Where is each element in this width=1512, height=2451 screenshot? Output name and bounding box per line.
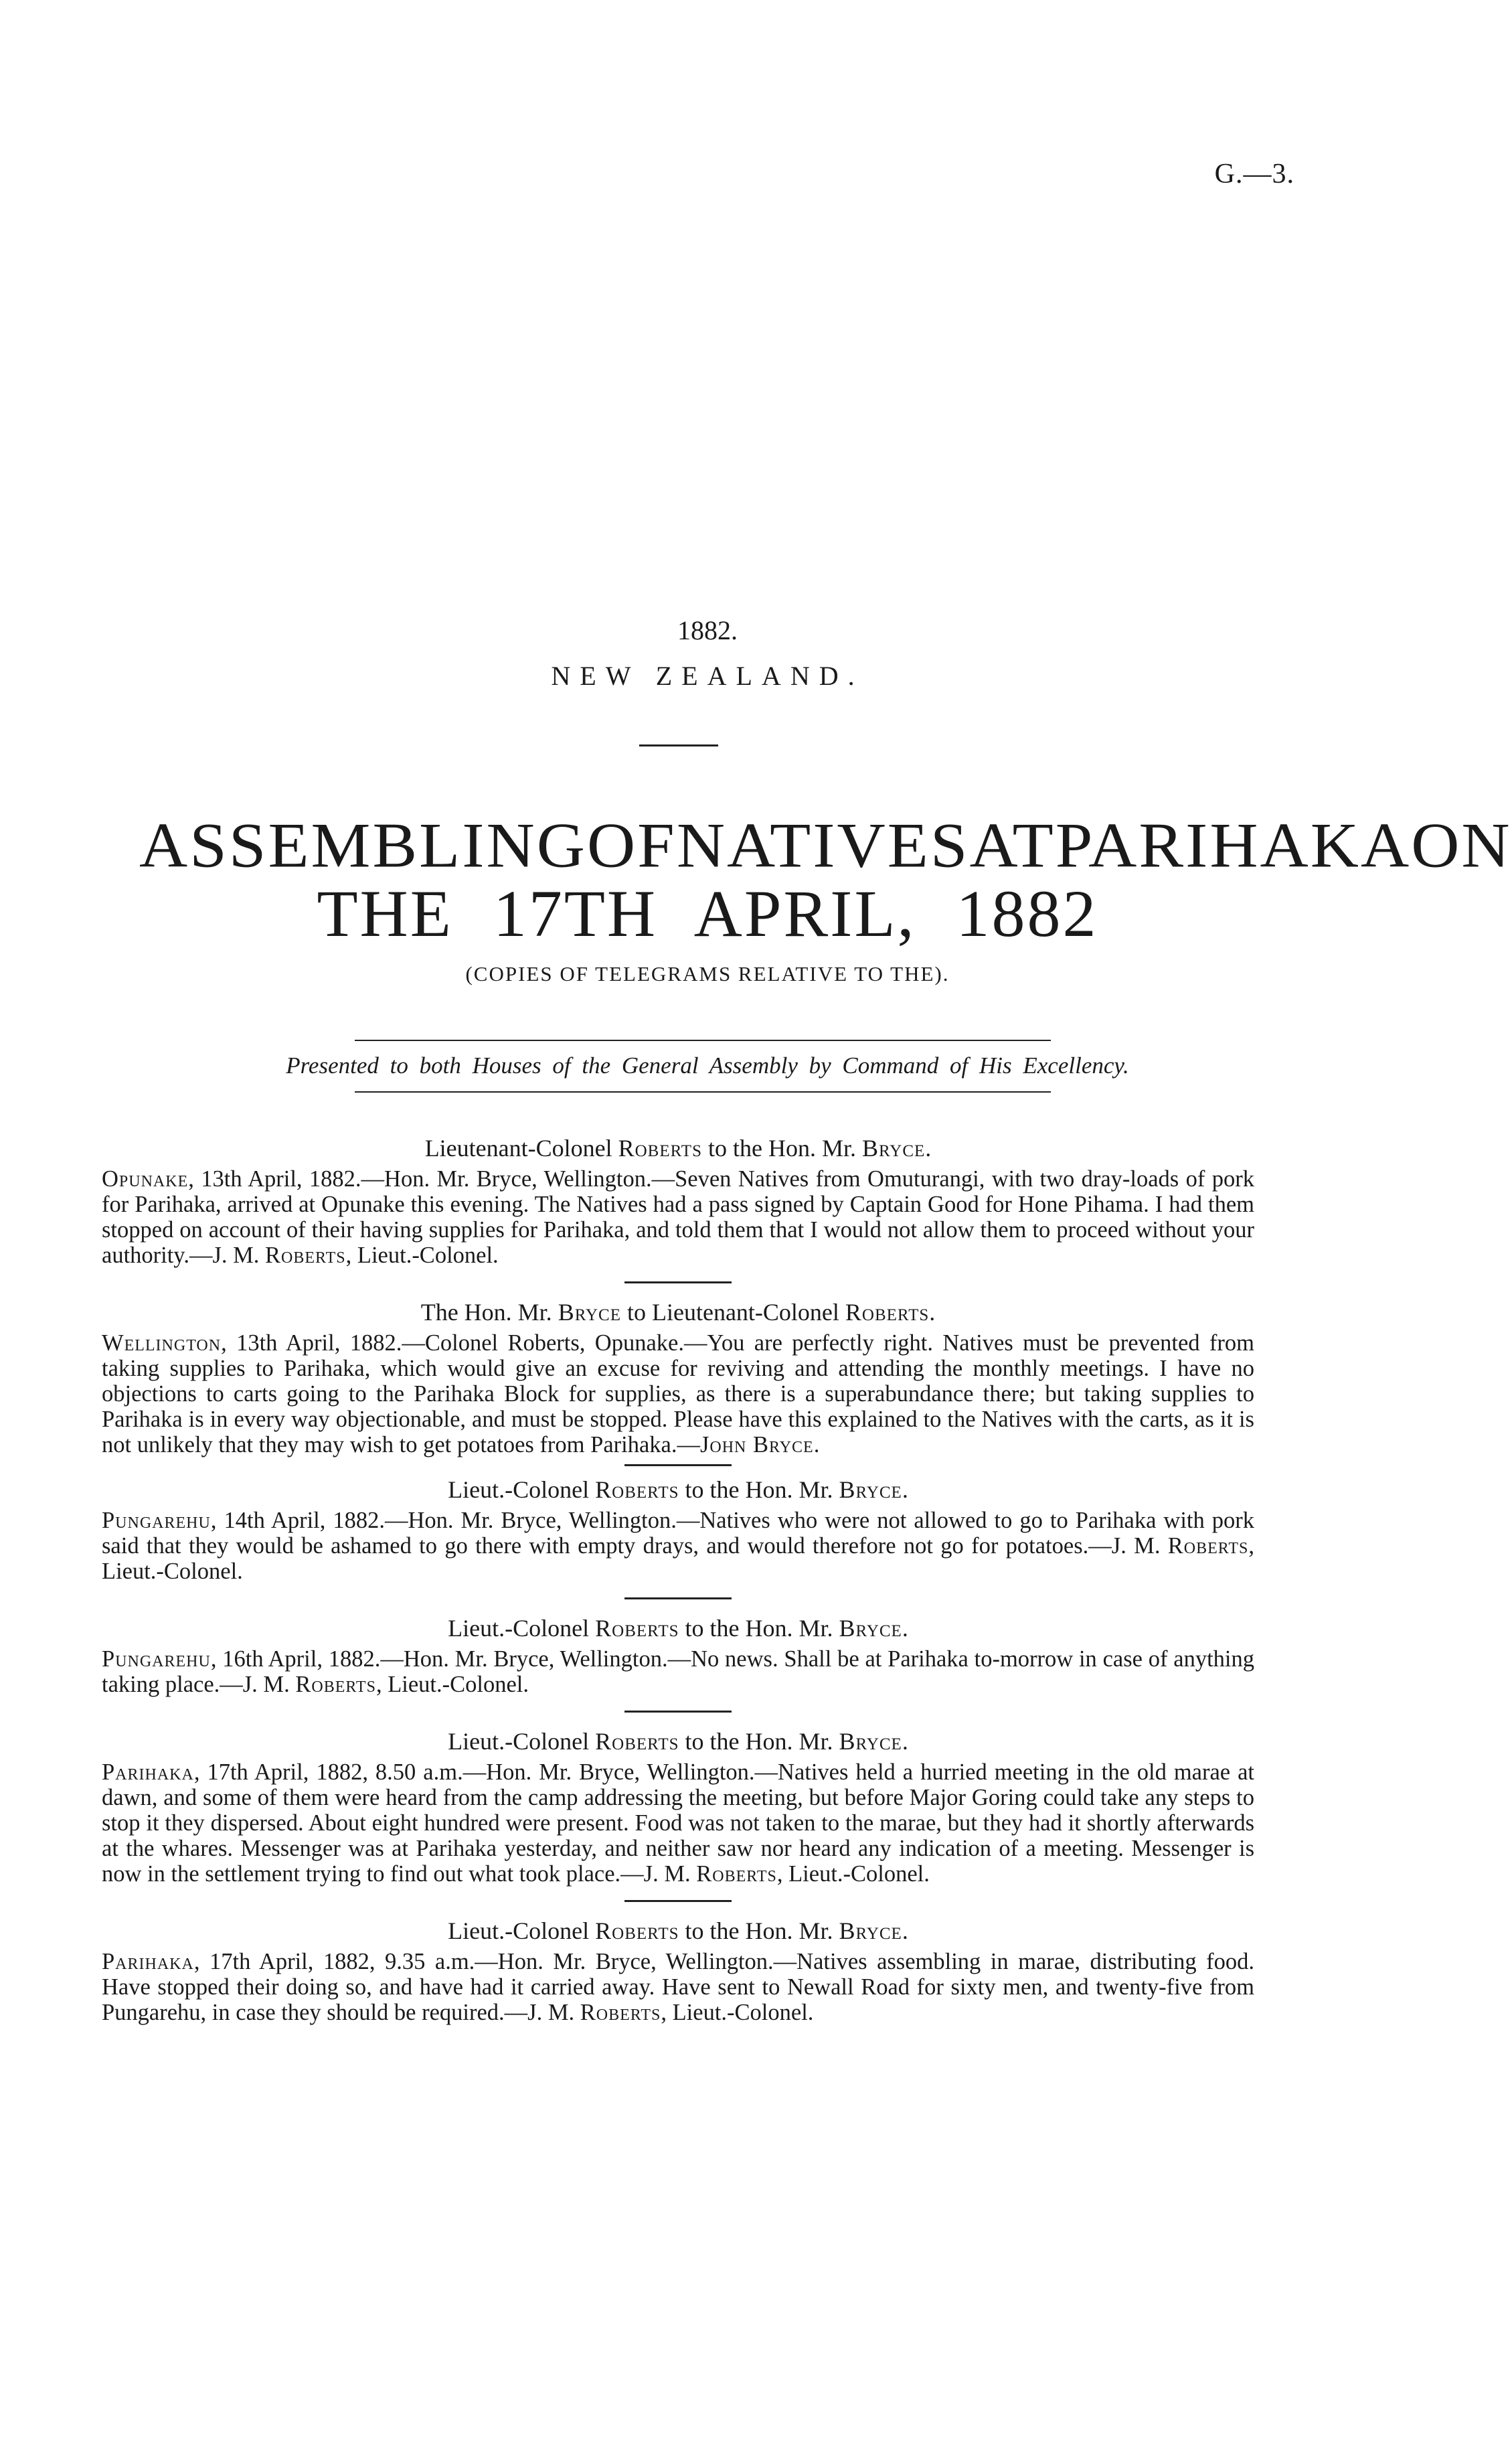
signature: Roberts [265, 1243, 346, 1268]
signature: Roberts [1167, 1533, 1249, 1559]
signature: John Bryce [699, 1432, 814, 1457]
telegram-entry [102, 1473, 1254, 1584]
telegram-heading: Lieut.-Colonel Roberts to the Hon. Mr. Bryce. [448, 1476, 908, 1503]
document-subtitle: (COPIES OF TELEGRAMS RELATIVE TO THE). [465, 962, 950, 985]
telegram-heading: Lieut.-Colonel Roberts to the Hon. Mr. Bryce. [448, 1728, 908, 1755]
telegram-heading: Lieutenant-Colonel Roberts to the Hon. Mr. Bryce. [424, 1135, 932, 1162]
telegram-body: Parihaka, 17th April, 1882, 9.35 a.m.—Hon. Mr. Bryce, Wellington.—Natives assembling in marae, distributing food. Have stopped their doing so, and have had it carried away. Have sent to Newall Road for sixty men, and twenty-five from Pungarehu, in case they should be required.—J. M. Roberts, Lieut.-Colonel. [102, 1949, 1254, 2025]
telegram-heading: Lieut.-Colonel Roberts to the Hon. Mr. Bryce. [448, 1615, 908, 1642]
telegram-body: Pungarehu, 16th April, 1882.—Hon. Mr. Bryce, Wellington.—No news. Shall be at Parihaka to-morrow in case of anything taking place.—J. M. Roberts, Lieut.-Colonel. [102, 1646, 1254, 1697]
presented-line: Presented to both Houses of the General Assembly by Command of His Excellency. [286, 1052, 1129, 1079]
page-reference: G.—3. [1214, 159, 1294, 189]
entry-divider [624, 1464, 732, 1466]
title-word: OF [586, 809, 677, 881]
entry-divider [624, 1711, 732, 1713]
title-divider [639, 744, 718, 746]
telegram-heading: Lieut.-Colonel Roberts to the Hon. Mr. Bryce. [448, 1917, 908, 1944]
title-word: PARIHAKA [1055, 809, 1412, 881]
place-name: Opunake [102, 1166, 189, 1192]
title-word: AT [969, 809, 1056, 881]
presented-rule-top [355, 1040, 1051, 1041]
country-heading: NEW ZEALAND. [551, 661, 864, 691]
telegram-heading: The Hon. Mr. Bryce to Lieutenant-Colonel Roberts. [420, 1299, 936, 1326]
signature: Roberts [295, 1672, 376, 1697]
signature: Roberts [580, 2000, 661, 2025]
telegram-entry [102, 1914, 1254, 2025]
telegram-body: Opunake, 13th April, 1882.—Hon. Mr. Bryce, Wellington.—Seven Natives from Omuturangi, with two dray-loads of pork for Parihaka, arrived at Opunake this evening. The Natives had a pass signed by Captain Good for Hone Pihama. I had them stopped on account of their having supplies for Parihaka, and told them that I would not allow them to proceed without your authority.—J. M. Roberts, Lieut.-Colonel. [102, 1166, 1254, 1268]
place-name: Pungarehu [102, 1508, 211, 1533]
telegram-body: Wellington, 13th April, 1882.—Colonel Roberts, Opunake.—You are perfectly right. Natives must be prevented from taking supplies to Parihaka, which would give an excuse for reviving and attending the monthly meetings. I have no objections to carts going to the Parihaka Block for supplies, as there is a superabundance there; but taking supplies to Parihaka is in every way objectionable, and must be stopped. Please have this explained to the Natives with the carts, as it is not unlikely that they may wish to get potatoes from Parihaka.—John Bryce. [102, 1330, 1254, 1457]
entry-divider [624, 1281, 732, 1283]
signature: Roberts [696, 1861, 777, 1887]
entry-divider [624, 1900, 732, 1902]
entry-divider [624, 1597, 732, 1599]
telegram-entry [102, 1131, 1254, 1268]
title-word: ON [1411, 809, 1512, 881]
telegram-list [102, 1131, 1254, 2025]
title-word: NATIVES [676, 809, 970, 881]
document-year: 1882. [677, 615, 738, 645]
title-line-2: THE 17TH APRIL, 1882 [317, 876, 1098, 951]
telegram-entry [102, 1295, 1254, 1457]
place-name: Parihaka [102, 1949, 194, 1974]
telegram-entry [102, 1725, 1254, 1887]
title-word: ASSEMBLING [139, 809, 587, 881]
telegram-body: Pungarehu, 14th April, 1882.—Hon. Mr. Bryce, Wellington.—Natives who were not allowed to go to Parihaka with pork said that they would be ashamed to go there with empty drays, and would therefore not go for potatoes.—J. M. Roberts, Lieut.-Colonel. [102, 1508, 1254, 1584]
place-name: Pungarehu [102, 1646, 211, 1672]
telegram-body: Parihaka, 17th April, 1882, 8.50 a.m.—Hon. Mr. Bryce, Wellington.—Natives held a hurried meeting in the old marae at dawn, and some of them were heard from the camp addressing the meeting, but before Major Goring could take any steps to stop it they dispersed. About eight hundred were present. Food was not taken to the marae, but they had it shortly afterwards at the whares. Messenger was at Parihaka yesterday, and neither saw nor heard any indication of a meeting. Messenger is now in the settlement trying to find out what took place.—J. M. Roberts, Lieut.-Colonel. [102, 1759, 1254, 1887]
telegram-entry [102, 1611, 1254, 1697]
place-name: Parihaka [102, 1759, 194, 1785]
title-line-1 [139, 809, 1512, 881]
place-name: Wellington [102, 1330, 222, 1356]
presented-rule-bottom [355, 1091, 1051, 1093]
